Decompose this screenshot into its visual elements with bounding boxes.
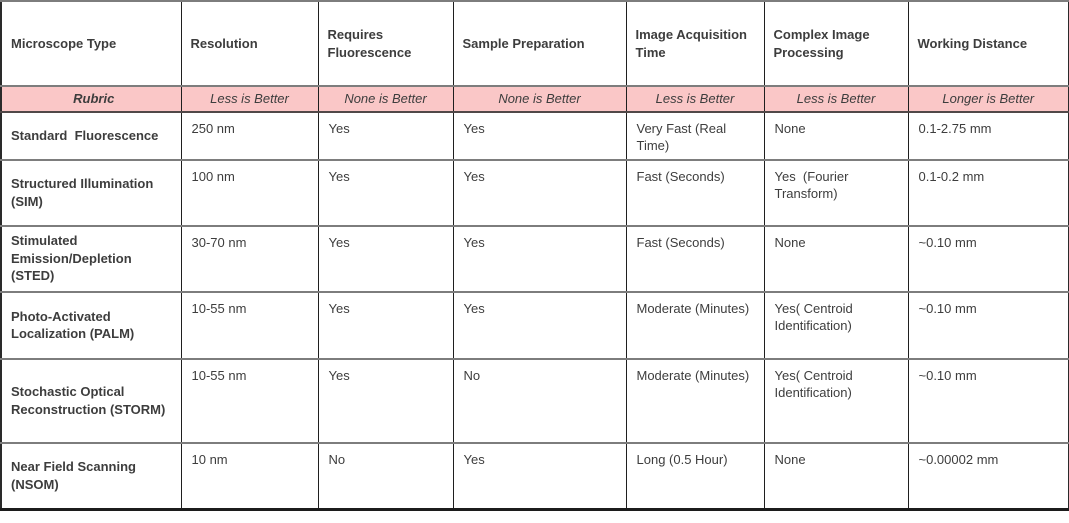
cell-complex-image-processing: Yes (Fourier Transform) bbox=[764, 160, 908, 226]
cell-working-distance: 0.1-2.75 mm bbox=[908, 112, 1069, 160]
cell-image-acquisition-time: Moderate (Minutes) bbox=[626, 292, 764, 359]
cell-complex-image-processing: None bbox=[764, 226, 908, 292]
cell-working-distance: ~0.10 mm bbox=[908, 226, 1069, 292]
cell-requires-fluorescence: Yes bbox=[318, 226, 453, 292]
cell-requires-fluorescence: Yes bbox=[318, 160, 453, 226]
cell-sample-preparation: Yes bbox=[453, 292, 626, 359]
cell-image-acquisition-time: Moderate (Minutes) bbox=[626, 359, 764, 443]
rubric-cell-working-distance: Longer is Better bbox=[908, 86, 1069, 112]
rubric-cell-complex-image-processing: Less is Better bbox=[764, 86, 908, 112]
table-header bbox=[1, 1, 1069, 86]
table-row-standard-fluorescence bbox=[1, 112, 1069, 160]
cell-working-distance: ~0.00002 mm bbox=[908, 443, 1069, 510]
col-header-resolution: Resolution bbox=[181, 1, 318, 86]
col-header-requires-fluorescence: Requires Fluorescence bbox=[318, 1, 453, 86]
rubric-cell-requires-fluorescence: None is Better bbox=[318, 86, 453, 112]
cell-sample-preparation: Yes bbox=[453, 112, 626, 160]
rubric-cell-image-acquisition-time: Less is Better bbox=[626, 86, 764, 112]
cell-microscope-type: Near Field Scanning (NSOM) bbox=[1, 443, 181, 510]
cell-resolution: 10 nm bbox=[181, 443, 318, 510]
cell-working-distance: ~0.10 mm bbox=[908, 292, 1069, 359]
cell-resolution: 250 nm bbox=[181, 112, 318, 160]
cell-image-acquisition-time: Fast (Seconds) bbox=[626, 226, 764, 292]
header-row bbox=[1, 1, 1069, 86]
cell-working-distance: 0.1-0.2 mm bbox=[908, 160, 1069, 226]
cell-resolution: 100 nm bbox=[181, 160, 318, 226]
col-header-complex-image-processing: Complex Image Processing bbox=[764, 1, 908, 86]
cell-working-distance: ~0.10 mm bbox=[908, 359, 1069, 443]
cell-complex-image-processing: Yes( Centroid Identification) bbox=[764, 359, 908, 443]
cell-sample-preparation: Yes bbox=[453, 160, 626, 226]
table-row-stimulated-emission-depletion-sted bbox=[1, 226, 1069, 292]
cell-microscope-type: Structured Illumination (SIM) bbox=[1, 160, 181, 226]
table-row-stochastic-optical-reconstruction-storm bbox=[1, 359, 1069, 443]
table-row-photo-activated-localization-palm bbox=[1, 292, 1069, 359]
cell-microscope-type: Stimulated Emission/Depletion (STED) bbox=[1, 226, 181, 292]
cell-complex-image-processing: Yes( Centroid Identification) bbox=[764, 292, 908, 359]
col-header-sample-preparation: Sample Preparation bbox=[453, 1, 626, 86]
rubric-label: Rubric bbox=[1, 86, 181, 112]
cell-sample-preparation: Yes bbox=[453, 443, 626, 510]
col-header-image-acquisition-time: Image Acquisition Time bbox=[626, 1, 764, 86]
cell-requires-fluorescence: No bbox=[318, 443, 453, 510]
cell-complex-image-processing: None bbox=[764, 112, 908, 160]
cell-image-acquisition-time: Fast (Seconds) bbox=[626, 160, 764, 226]
cell-resolution: 10-55 nm bbox=[181, 292, 318, 359]
cell-microscope-type: Standard Fluorescence bbox=[1, 112, 181, 160]
cell-requires-fluorescence: Yes bbox=[318, 112, 453, 160]
cell-sample-preparation: Yes bbox=[453, 226, 626, 292]
rubric-cell-resolution: Less is Better bbox=[181, 86, 318, 112]
cell-sample-preparation: No bbox=[453, 359, 626, 443]
rubric-cell-sample-preparation: None is Better bbox=[453, 86, 626, 112]
cell-image-acquisition-time: Very Fast (Real Time) bbox=[626, 112, 764, 160]
table-row-structured-illumination-sim bbox=[1, 160, 1069, 226]
cell-requires-fluorescence: Yes bbox=[318, 292, 453, 359]
rubric-row bbox=[1, 86, 1069, 112]
cell-complex-image-processing: None bbox=[764, 443, 908, 510]
cell-requires-fluorescence: Yes bbox=[318, 359, 453, 443]
col-header-working-distance: Working Distance bbox=[908, 1, 1069, 86]
cell-image-acquisition-time: Long (0.5 Hour) bbox=[626, 443, 764, 510]
col-header-microscope-type: Microscope Type bbox=[1, 1, 181, 86]
cell-microscope-type: Stochastic Optical Reconstruction (STORM) bbox=[1, 359, 181, 443]
cell-resolution: 10-55 nm bbox=[181, 359, 318, 443]
cell-resolution: 30-70 nm bbox=[181, 226, 318, 292]
table-row-near-field-scanning-nsom bbox=[1, 443, 1069, 510]
cell-microscope-type: Photo-Activated Localization (PALM) bbox=[1, 292, 181, 359]
